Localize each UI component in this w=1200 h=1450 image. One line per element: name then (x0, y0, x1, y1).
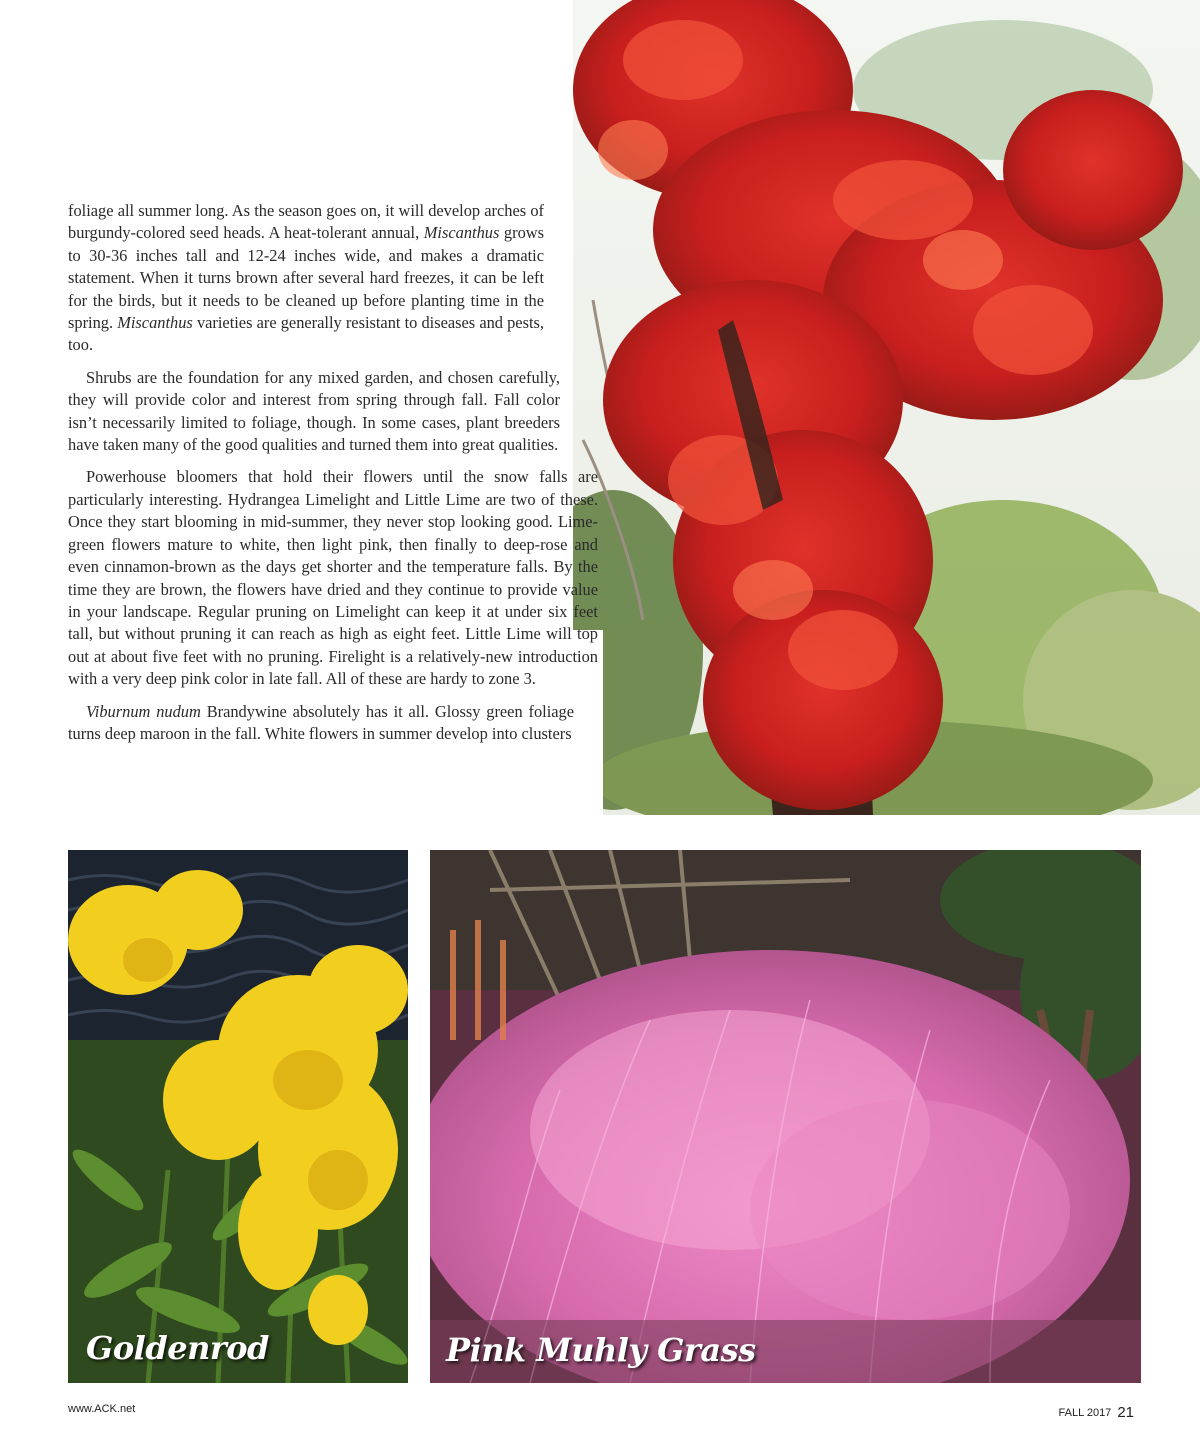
paragraph-hydrangea: Powerhouse bloomers that hold their flowers until the snow falls are particularly interesting. Hydrangea Limelight and Little Lime are two of these. Once they start blooming in mid-summer, they never stop looking good. Lime-green flowers mature to white, then light pink, then finally to deep-rose and even cinnamon-brown as the days get shorter and the temperature falls. By the time they are brown, the flowers have dried and they continue to provide value in your landscape. Regular pruning on Limelight can keep it at under six feet tall, but without pruning it can reach as high as eight feet. Little Lime will top out at about five feet with no pruning. Firelight is a relatively-new introduction with a very deep pink color in late fall. All of these are hardy to zone 3. (68, 467, 598, 689)
italic-term: Miscanthus (117, 313, 193, 333)
page-number: 21 (1117, 1404, 1134, 1421)
goldenrod-photo (68, 850, 408, 1383)
article-body (68, 200, 598, 755)
text-run: foliage all summer long. As the season goes on, it will develop arches of burgundy-colored seed heads. A heat-tolerant annual, (68, 201, 544, 243)
text-run: varieties are generally resistant to diseases and pests, too. (68, 313, 544, 355)
text-run: grows to 30-36 inches tall and 12-24 inches wide, and makes a dramatic statement. When it turns brown after several hard freezes, it can be left for the birds, but it needs to be cleaned up before planting time in the spring. (68, 223, 544, 333)
hero-photo-red-vine-tree (573, 0, 1200, 815)
tree-illustration (573, 0, 1200, 815)
footer-folio (1059, 1403, 1135, 1420)
muhly-grass-illustration (430, 850, 1141, 1383)
text-run: Brandywine absolutely has it all. Glossy green foliage turns deep maroon in the fall. White flowers in summer develop into clusters (68, 701, 574, 743)
footer-website: www.ACK.net (68, 1403, 136, 1415)
paragraph-shrubs: Shrubs are the foundation for any mixed garden, and chosen carefully, they will provide color and interest from spring through fall. Fall color isn’t necessarily limited to foliage, though. In some cases, plant breeders have taken many of the good qualities and turned them into great qualities. (68, 367, 560, 455)
italic-term: Viburnum nudum (86, 701, 201, 721)
italic-term: Miscanthus (423, 223, 500, 243)
paragraph-miscanthus (68, 200, 544, 357)
issue-label: FALL 2017 (1058, 1407, 1112, 1419)
pink-muhly-grass-photo (430, 850, 1141, 1383)
muhly-grass-caption: Pink Muhly Grass (446, 1331, 756, 1369)
paragraph-viburnum (68, 701, 574, 746)
goldenrod-caption: Goldenrod (86, 1329, 269, 1367)
goldenrod-illustration (68, 850, 408, 1383)
